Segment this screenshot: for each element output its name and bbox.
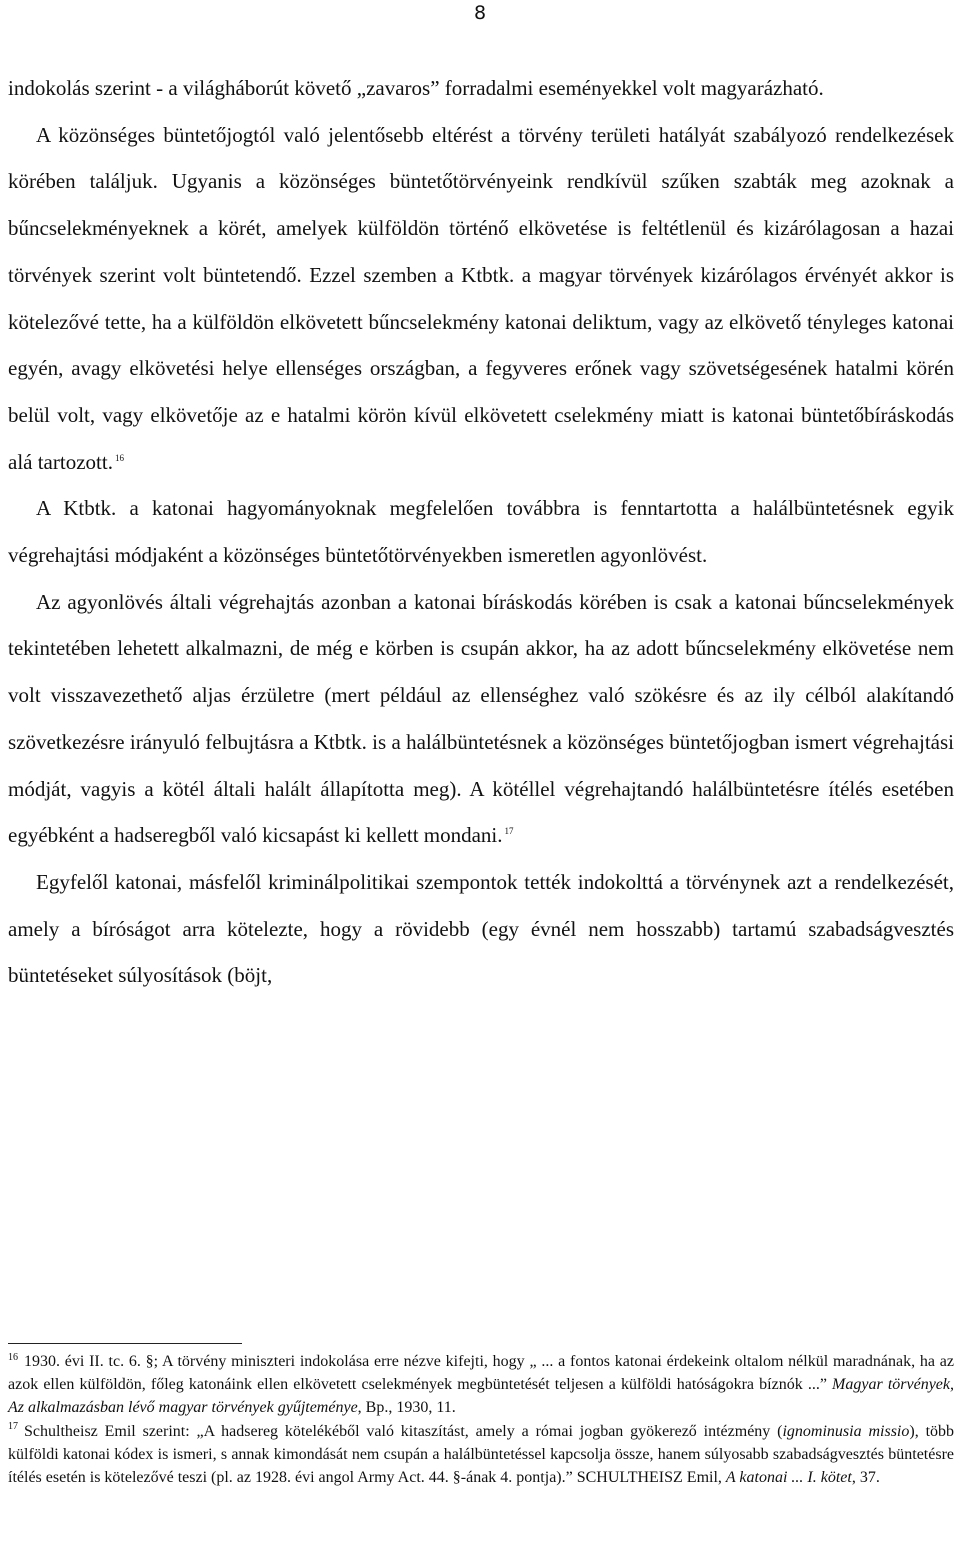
footnote-17 [8, 1420, 954, 1490]
footnote-16-number: 16 [8, 1351, 18, 1363]
footnote-17-italic-1: ignominusia missio [782, 1422, 910, 1440]
paragraph-3: A Ktbtk. a katonai hagyományoknak megfelelően továbbra is fenntartotta a halálbüntetésnek egyik végrehajtási módjaként a közönséges büntetőtörvényekben ismeretlen agyonlövést. [8, 496, 954, 568]
footnote-separator [8, 1343, 242, 1344]
footnotes [8, 1350, 954, 1489]
footnote-16-text: 1930. évi II. tc. 6. §; A törvény miniszteri indokolása erre nézve kifejti, hogy „ ... a fontos katonai érdekeink oltalom nélkül maradnának, ha az azok ellen külföldön, főleg katonáink ellen elkövetett cselekmények megbüntetését teljesen a külföldi hatóságokra bíznók ...” [8, 1353, 954, 1394]
footnote-17-text-1: Schultheisz Emil szerint: „A hadsereg kötelékéből való kitaszítást, amely a római jogban gyökerező intézmény ( [24, 1422, 783, 1440]
footnote-17-number: 17 [8, 1421, 18, 1433]
paragraph-4-text: Az agyonlövés általi végrehajtás azonban a katonai bíráskodás körében is csak a katonai bűncselekmények tekintetében lehetett alkalmazni, de még e körben is csupán akkor, ha az adott bűncselekmény elkövetése nem volt visszavezethető aljas érzületre (mert például az ellenséghez való szökésre és az ily célból alakítandó szövetkezésre irányuló felbujtásra a Ktbtk. is a halálbüntetésnek a közönséges büntetőjogban ismert végrehajtási módját, vagyis a kötél általi halált állapította meg). A kötéllel végrehajtandó halálbüntetésre ítélés esetében egyébként a hadseregből való kicsapást ki kellett mondani. [8, 589, 954, 848]
footnote-16-italic: Magyar törvények, Az alkalmazásban lévő magyar törvények gyűjteménye [8, 1376, 954, 1417]
body-text [8, 65, 954, 999]
paragraph-1: indokolás szerint - a világháborút követő „zavaros” forradalmi eseményekkel volt magyarázható. [8, 76, 824, 100]
footnote-17-text-3: , 37. [851, 1469, 880, 1487]
paragraph-2-text: A közönséges büntetőjogtól való jelentősebb eltérést a törvény területi hatályát szabályozó rendelkezések körében találjuk. Ugyanis a közönséges büntetőtörvényeink rendkívül szűken szabták meg azoknak a bűncselekményeknek a körét, amelyek külföldön történő elkövetése is feltétlenül és kizárólagosan a hazai törvények szerint volt büntetendő. Ezzel szemben a Ktbtk. a magyar törvények kizárólagos érvényét akkor is kötelezővé tette, ha a külföldön elkövetett bűncselekmény katonai deliktum, vagy az elkövető tényleges katonai egyén, avagy elkövetési helye ellenséges országban, a fegyveres erőnek vagy szövetségesének hatalmi körén belül volt, vagy elkövetője az e hatalmi körön kívül elkövetett cselekmény miatt is katonai büntetőbíráskodás alá tartozott. [8, 122, 954, 474]
paragraph-4 [8, 579, 954, 859]
page-number: 8 [473, 2, 487, 24]
footnote-16 [8, 1350, 954, 1420]
paragraph-5: Egyfelől katonai, másfelől kriminálpolitikai szempontok tették indokolttá a törvénynek azt a rendelkezését, amely a bíróságot arra kötelezte, hogy a rövidebb (egy évnél nem hosszabb) tartamú szabadságvesztés büntetéseket súlyosítások (böjt, [8, 869, 954, 988]
footnote-17-italic-2: A katonai ... I. kötet [725, 1469, 852, 1487]
paragraph-2 [8, 112, 954, 486]
footnote-17-text-2: ), több külföldi katonai kódex is ismeri, s annak kimondását nem csupán a halálbüntetéssel kapcsolja össze, hanem súlyosabb szabadságvesztés büntetésre ítélés esetén is kötelezővé teszi (pl. az 1928. évi angol Army Act. 44. §-ának 4. pontja).” SCHULTHEISZ Emil, [8, 1422, 955, 1487]
footnote-16-tail: , Bp., 1930, 11. [357, 1399, 456, 1417]
footnote-ref-16[interactable]: 16 [114, 452, 124, 463]
footnote-ref-17[interactable]: 17 [504, 826, 514, 837]
